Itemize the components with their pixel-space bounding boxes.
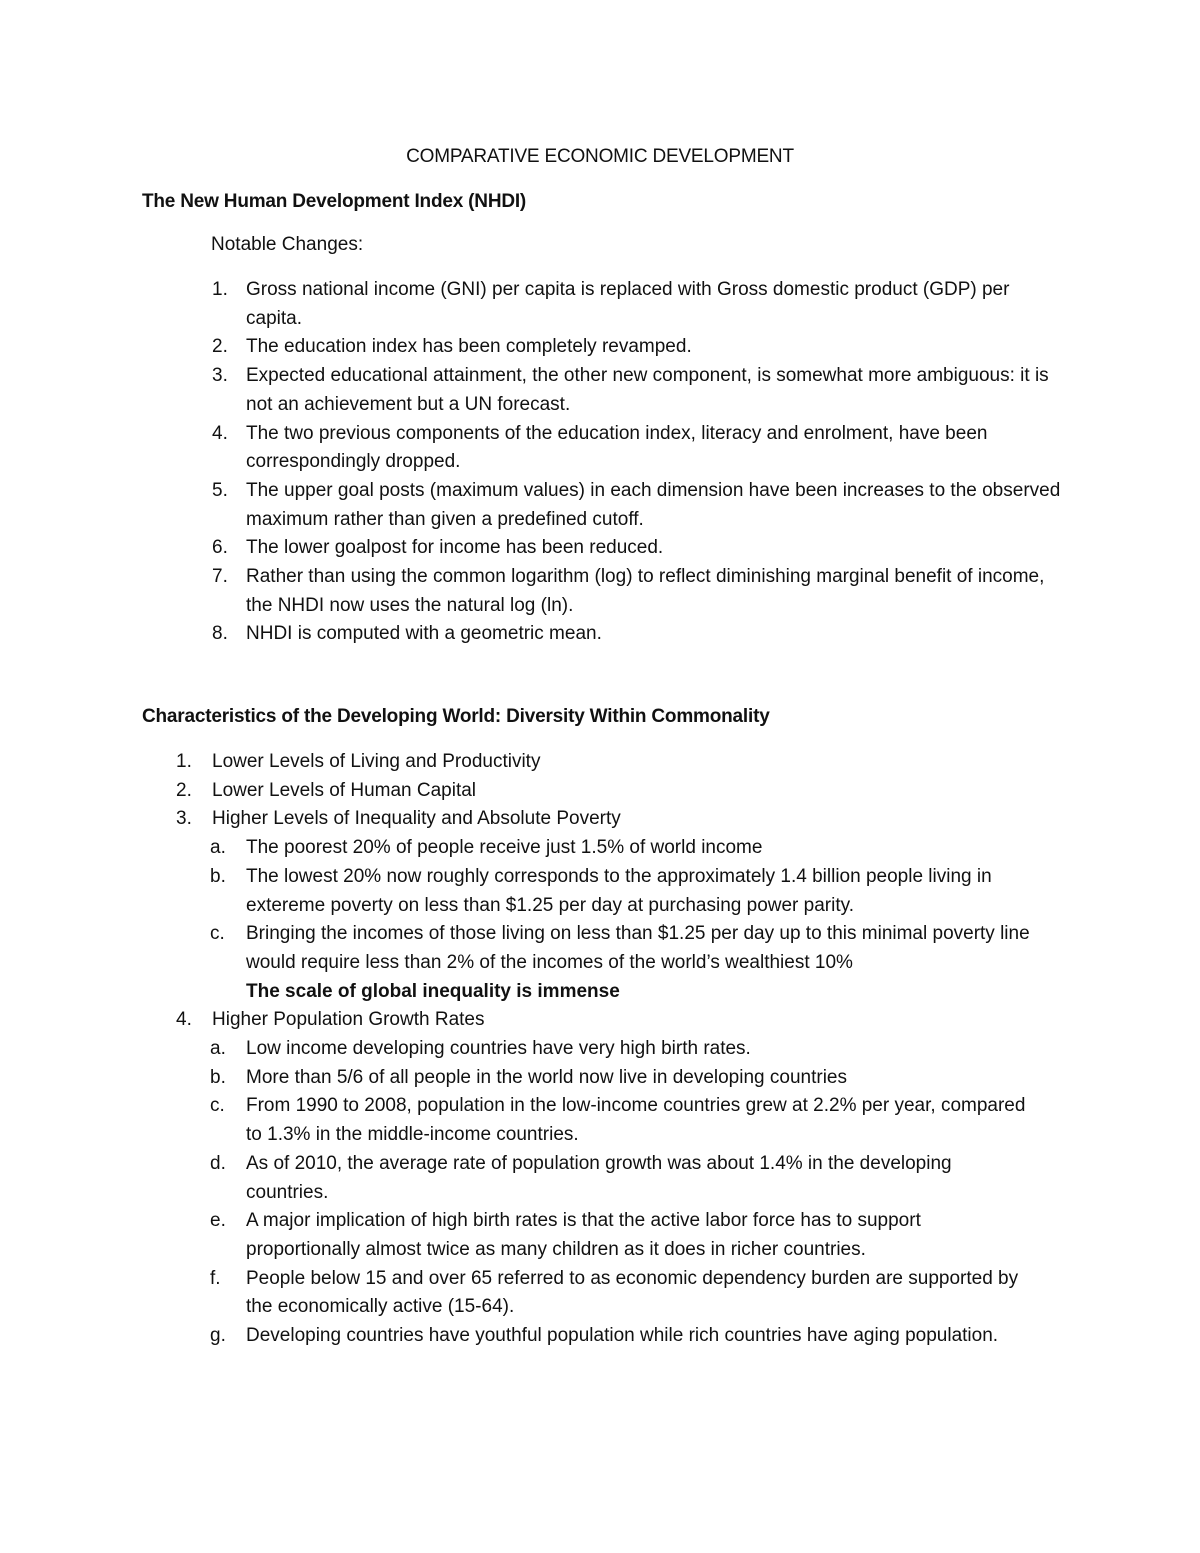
item-letter: c. <box>210 1095 225 1117</box>
section2-heading: Characteristics of the Developing World: Diversity Within Commonality <box>142 706 770 727</box>
sublist-item <box>176 834 1076 863</box>
list-item <box>212 477 1072 534</box>
item-letter: d. <box>210 1152 226 1174</box>
item-text: Rather than using the common logarithm (log) to reflect diminishing marginal benefit of income, the NHDI now uses the natural log (ln). <box>246 566 1045 616</box>
section1-heading: The New Human Development Index (NHDI) <box>142 191 527 212</box>
item-text: As of 2010, the average rate of population growth was about 1.4% in the developing countries. <box>246 1152 952 1203</box>
item-text: Lower Levels of Living and Productivity <box>212 751 541 772</box>
item-text: The poorest 20% of people receive just 1.5% of world income <box>246 837 763 859</box>
item-number: 1. <box>176 751 192 772</box>
item-text: From 1990 to 2008, population in the low-income countries grew at 2.2% per year, compared to 1.3% in the middle-income countries. <box>246 1095 1026 1146</box>
item-letter: g. <box>210 1325 226 1347</box>
item-letter: c. <box>210 923 225 945</box>
section1-subheading: Notable Changes: <box>211 234 364 255</box>
item-text: People below 15 and over 65 referred to as economic dependency burden are supported by the economically active (15-64). <box>246 1267 1019 1318</box>
inequality-note: The scale of global inequality is immense <box>246 980 620 1002</box>
list-item <box>212 362 1072 419</box>
list-item <box>176 777 1076 806</box>
item-letter: a. <box>210 837 226 859</box>
inequality-sublist <box>176 834 1076 978</box>
list-item <box>212 620 1072 649</box>
sublist-item <box>176 863 1076 920</box>
item-letter: e. <box>210 1210 226 1232</box>
sublist-item <box>176 1064 1076 1093</box>
population-sublist <box>176 1035 1076 1351</box>
item-number: 1. <box>212 279 228 300</box>
item-text: The lower goalpost for income has been reduced. <box>246 537 664 559</box>
item-number: 2. <box>212 336 228 358</box>
sublist-item <box>176 1265 1076 1322</box>
item-text: Higher Population Growth Rates <box>212 1009 485 1031</box>
item-letter: b. <box>210 1066 226 1088</box>
developing-world-list <box>176 748 1076 1351</box>
sublist-item <box>176 1150 1076 1207</box>
item-text: Gross national income (GNI) per capita is replaced with Gross domestic product (GDP) per capita. <box>246 279 1010 329</box>
item-number: 6. <box>212 537 228 559</box>
document-title: COMPARATIVE ECONOMIC DEVELOPMENT <box>406 146 794 167</box>
list-item <box>212 420 1072 477</box>
item-text: A major implication of high birth rates is that the active labor force has to support proportionally almost twice as many children as it does in richer countries. <box>246 1210 921 1260</box>
item-text: More than 5/6 of all people in the world now live in developing countries <box>246 1066 847 1088</box>
item-letter: f. <box>210 1267 221 1289</box>
list-item <box>212 276 1072 333</box>
sublist-item <box>176 920 1076 977</box>
item-number: 8. <box>212 623 228 645</box>
item-text: The education index has been completely revamped. <box>246 336 692 358</box>
item-number: 2. <box>176 779 192 801</box>
item-text: Bringing the incomes of those living on less than $1.25 per day up to this minimal poverty line would require less than 2% of the incomes of the world’s wealthiest 10% <box>246 923 1030 973</box>
item-number: 7. <box>212 566 228 588</box>
list-item <box>176 748 1076 777</box>
item-text: The two previous components of the education index, literacy and enrolment, have been correspondingly dropped. <box>246 422 988 473</box>
item-letter: b. <box>210 865 226 887</box>
item-number: 3. <box>212 365 228 387</box>
list-item <box>176 1006 1076 1350</box>
item-text: Expected educational attainment, the other new component, is somewhat more ambiguous: it is not an achievement but a UN forecast. <box>246 365 1049 415</box>
item-number: 5. <box>212 479 228 501</box>
sublist-item <box>176 1207 1076 1264</box>
item-text: The upper goal posts (maximum values) in each dimension have been increases to the observed maximum rather than given a predefined cutoff. <box>246 479 1061 530</box>
item-letter: a. <box>210 1038 226 1060</box>
item-text: Low income developing countries have very high birth rates. <box>246 1038 751 1060</box>
item-text: NHDI is computed with a geometric mean. <box>246 623 602 645</box>
sublist-item <box>176 1322 1076 1351</box>
sublist-item <box>176 1035 1076 1064</box>
item-text: Higher Levels of Inequality and Absolute Poverty <box>212 808 621 830</box>
item-number: 4. <box>176 1009 192 1031</box>
sublist-item <box>176 1092 1076 1149</box>
nhdi-changes-list <box>212 276 1072 649</box>
item-number: 3. <box>176 808 192 830</box>
list-item <box>212 563 1072 620</box>
list-item <box>212 534 1072 563</box>
item-text: Developing countries have youthful population while rich countries have aging population. <box>246 1325 999 1347</box>
list-item <box>212 333 1072 362</box>
item-text: Lower Levels of Human Capital <box>212 779 477 801</box>
list-item <box>176 805 1076 1006</box>
item-number: 4. <box>212 422 228 444</box>
item-text: The lowest 20% now roughly corresponds to the approximately 1.4 billion people living in extereme poverty on less than $1.25 per day at purchasing power parity. <box>246 865 992 916</box>
